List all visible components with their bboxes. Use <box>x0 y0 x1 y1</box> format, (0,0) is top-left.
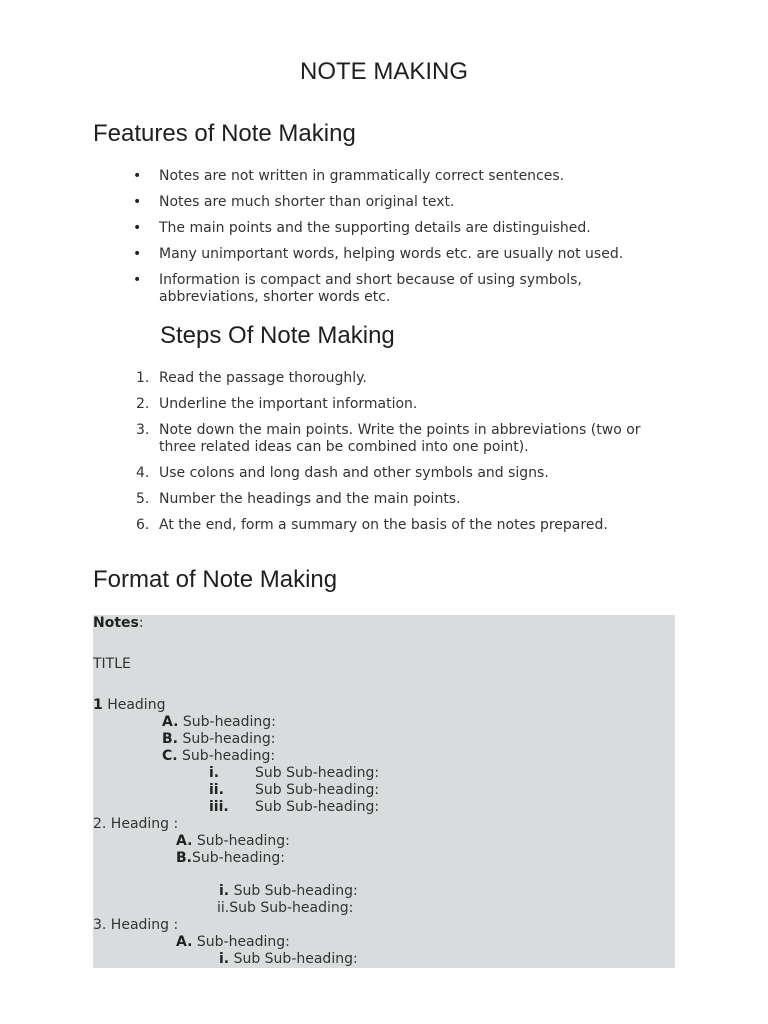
step-number: 2. <box>136 396 150 412</box>
subheading-3a: A. Sub-heading: <box>176 934 290 950</box>
bullet-icon: • <box>133 272 142 288</box>
list-item: • Information is compact and short because of using symbols, abbreviations, shorter words etc. <box>133 272 582 305</box>
subheading-2a: A. Sub-heading: <box>176 833 290 849</box>
list-item: 1. Read the passage thoroughly. <box>136 370 367 386</box>
list-item: • Notes are not written in grammatically correct sentences. <box>133 168 565 184</box>
subsubheading-1i-text: Sub Sub-heading: <box>255 765 380 781</box>
step-number: 6. <box>136 517 150 533</box>
heading-1: 1 Heading <box>93 697 166 713</box>
subheading-1c: C. Sub-heading: <box>162 748 276 764</box>
bullet-icon: • <box>133 194 142 210</box>
list-item: • The main points and the supporting details are distinguished. <box>133 220 591 236</box>
bullet-icon: • <box>133 246 142 262</box>
subsubheading-1iii-text: Sub Sub-heading: <box>255 799 380 815</box>
list-item: 3. Note down the main points. Write the points in abbreviations (two or three related ideas can be combined into one point). <box>136 422 641 455</box>
list-item: • Notes are much shorter than original text. <box>133 194 455 210</box>
list-item: 4. Use colons and long dash and other symbols and signs. <box>136 465 549 481</box>
subheading-1b: B. Sub-heading: <box>162 731 276 747</box>
steps-list <box>0 370 768 543</box>
list-item: 2. Underline the important information. <box>136 396 418 412</box>
features-heading: Features of Note Making <box>93 120 356 147</box>
subsubheading-2ii: ii.Sub Sub-heading: <box>217 900 354 916</box>
notes-label: Notes: <box>93 615 144 631</box>
subsubheading-1iii: iii. <box>209 799 229 815</box>
title-label: TITLE <box>93 656 131 672</box>
step-number: 4. <box>136 465 150 481</box>
format-heading: Format of Note Making <box>93 566 338 593</box>
note-format-box <box>93 615 675 968</box>
heading-3: 3. Heading : <box>93 917 179 933</box>
page-title: NOTE MAKING <box>299 58 468 85</box>
subheading-2b: B.Sub-heading: <box>176 850 286 866</box>
subsubheading-1i: i. <box>209 765 220 781</box>
list-item: 5. Number the headings and the main points. <box>136 491 461 507</box>
subsubheading-1ii-text: Sub Sub-heading: <box>255 782 380 798</box>
steps-heading: Steps Of Note Making <box>160 322 395 349</box>
features-list <box>0 168 768 315</box>
heading-2: 2. Heading : <box>93 816 179 832</box>
step-number: 1. <box>136 370 150 386</box>
step-number: 3. <box>136 422 150 438</box>
step-number: 5. <box>136 491 150 507</box>
bullet-icon: • <box>133 168 142 184</box>
list-item: 6. At the end, form a summary on the basis of the notes prepared. <box>136 517 608 533</box>
subsubheading-3i: i. Sub Sub-heading: <box>219 951 358 967</box>
subheading-1a: A. Sub-heading: <box>162 714 276 730</box>
subsubheading-2i: i. Sub Sub-heading: <box>219 883 358 899</box>
bullet-icon: • <box>133 220 142 236</box>
subsubheading-1ii: ii. <box>209 782 224 798</box>
list-item: • Many unimportant words, helping words etc. are usually not used. <box>133 246 624 262</box>
